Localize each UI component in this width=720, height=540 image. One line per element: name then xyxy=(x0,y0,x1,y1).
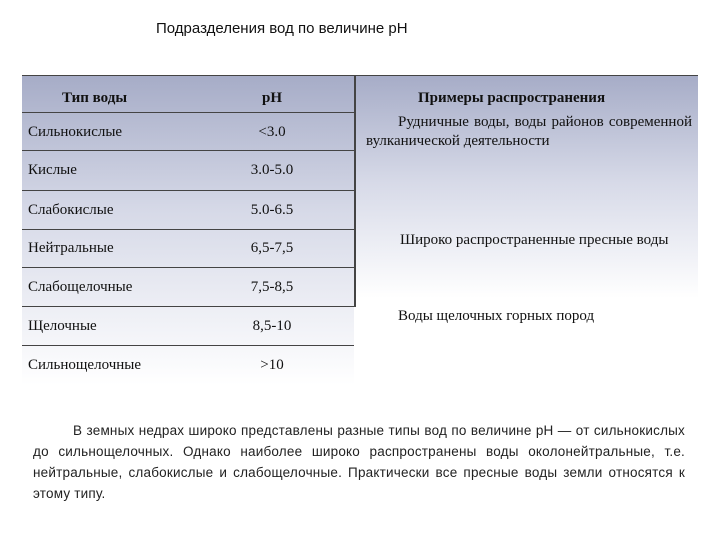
row-ph: 7,5-8,5 xyxy=(250,279,294,295)
row-ph: 6,5-7,5 xyxy=(250,240,294,256)
example-acidic: Рудничные воды, воды районов современной вулканической деятельности xyxy=(366,114,692,149)
row-divider xyxy=(22,345,354,346)
row-type: Слабокислые xyxy=(28,202,114,218)
row-type: Щелочные xyxy=(28,318,97,334)
row-divider xyxy=(22,267,354,268)
header-type: Тип воды xyxy=(62,90,128,106)
body-paragraph: В земных недрах широко представлены разные типы вод по величине pH — от сильнокислых до сильнощелочных. Однако наиболее широко распространены воды околонейтральные, т.е. нейтральные, слабокислые и слабощелочные. Практически все пресные воды земли относятся к этому типу. xyxy=(33,423,685,501)
row-divider xyxy=(22,112,354,113)
row-ph: 3.0-5.0 xyxy=(250,162,294,178)
row-divider xyxy=(22,306,354,307)
example-alkaline: Воды щелочных горных пород xyxy=(398,308,595,324)
table-left-block xyxy=(22,75,354,385)
row-type: Нейтральные xyxy=(28,240,114,256)
row-type: Кислые xyxy=(28,162,77,178)
header-ph: pH xyxy=(261,90,282,106)
row-ph: >10 xyxy=(260,357,284,373)
row-type: Сильнощелочные xyxy=(28,357,141,373)
column-separator xyxy=(354,75,356,307)
row-divider xyxy=(22,150,354,151)
page-title: Подразделения вод по величине pH xyxy=(156,20,408,37)
row-ph: 8,5-10 xyxy=(252,318,292,334)
ph-classification-table xyxy=(22,75,698,385)
row-type: Сильнокислые xyxy=(28,124,123,140)
header-examples: Примеры распространения xyxy=(418,90,606,106)
row-ph: <3.0 xyxy=(258,124,286,140)
example-neutral: Широко распространенные пресные воды xyxy=(400,232,669,248)
row-divider xyxy=(22,190,354,191)
row-ph: 5.0-6.5 xyxy=(250,202,294,218)
row-divider xyxy=(22,229,354,230)
row-type: Слабощелочные xyxy=(28,279,133,295)
table-top-border xyxy=(22,75,698,76)
